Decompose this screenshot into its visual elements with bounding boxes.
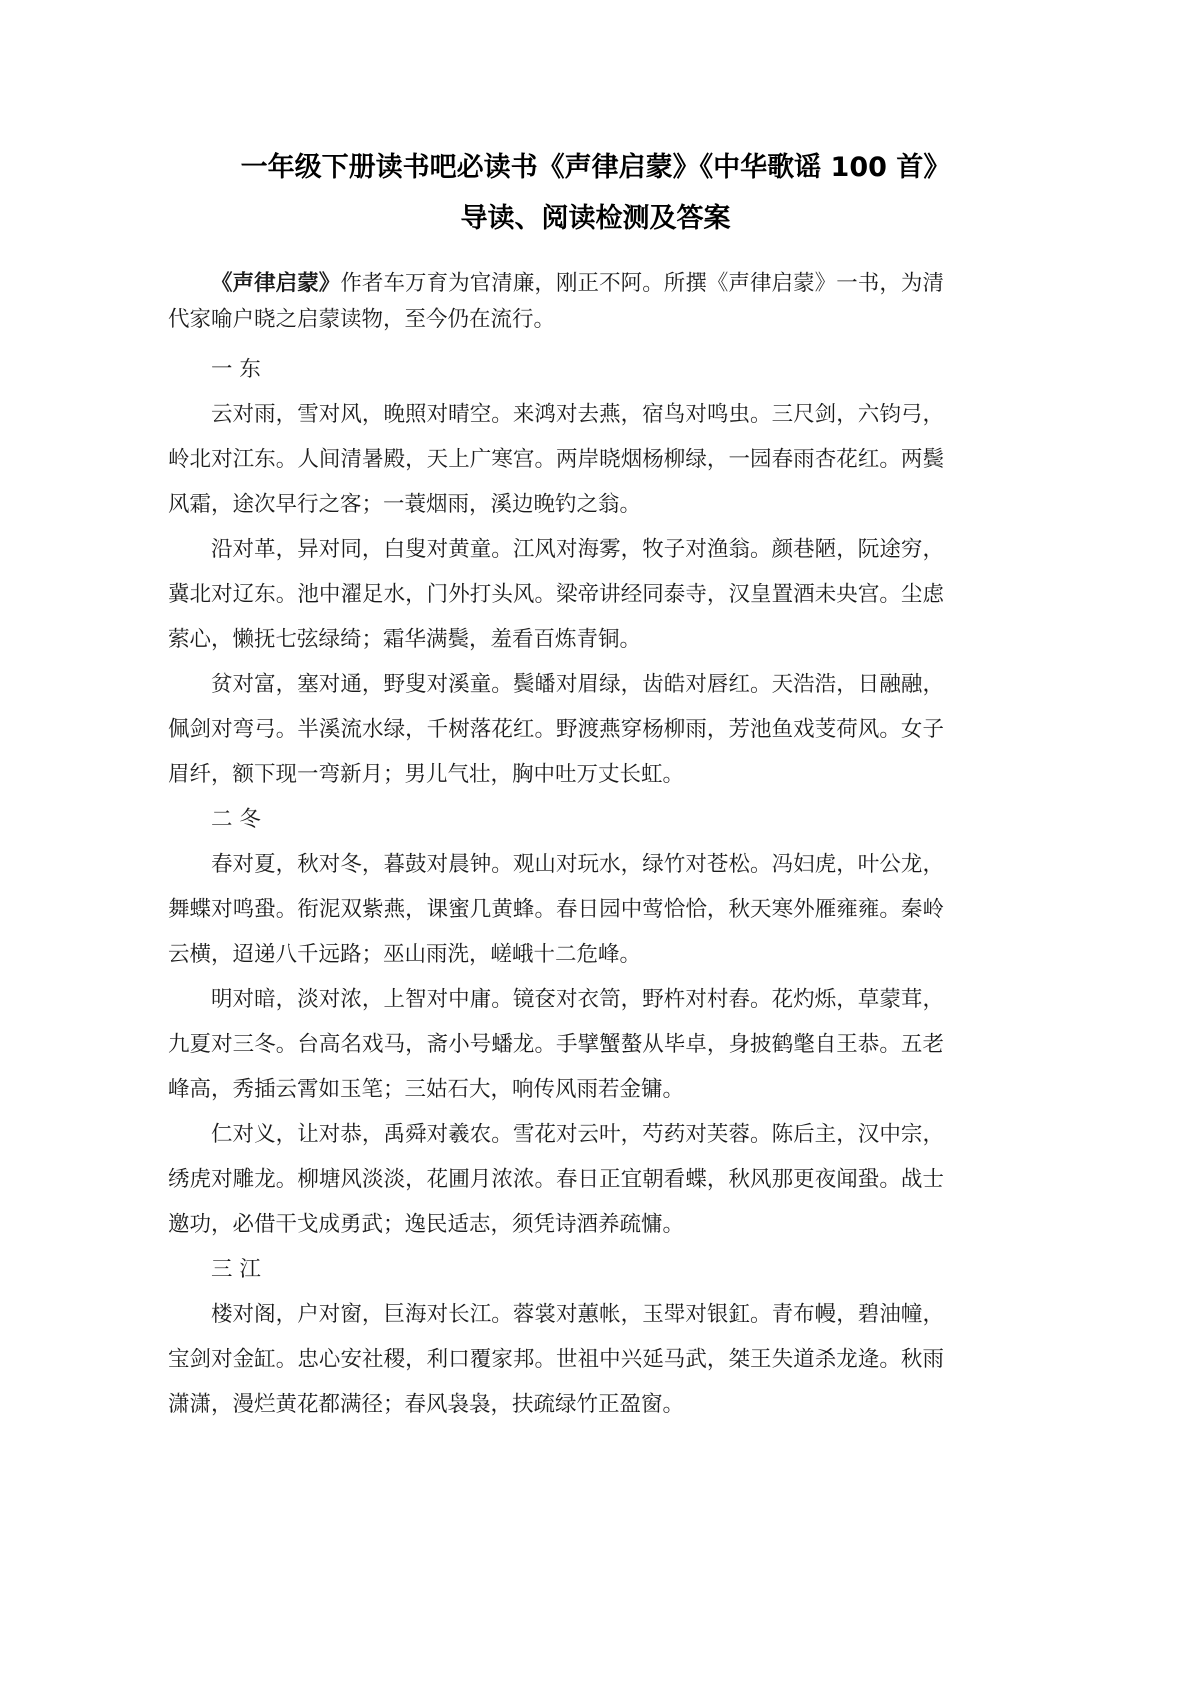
verse-paragraph: 云对雨，雪对风，晚照对晴空。来鸿对去燕，宿鸟对鸣虫。三尺剑，六钧弓，岭北对江东。人间清暑殿，天上广寒宫。两岸晓烟杨柳绿，一园春雨杏花红。两鬓风霜，途次早行之客；一蓑烟雨，溪边晚钓之翁。 [168,402,944,517]
section-1-paragraph-3 [168,662,944,797]
section-1-paragraph-1 [168,392,944,527]
verse-paragraph: 仁对义，让对恭，禹舜对羲农。雪花对云叶，芍药对芙蓉。陈后主，汉中宗，绣虎对雕龙。柳塘风淡淡，花圃月浓浓。春日正宜朝看蝶，秋风那更夜闻蛩。战士邀功，必借干戈成勇武；逸民适志，须凭诗酒养疏慵。 [168,1122,944,1237]
verse-paragraph: 春对夏，秋对冬，暮鼓对晨钟。观山对玩水，绿竹对苍松。冯妇虎，叶公龙，舞蝶对鸣蛩。衔泥双紫燕，课蜜几黄蜂。春日园中莺恰恰，秋天寒外雁雍雍。秦岭云横，迢递八千远路；巫山雨洗，嵯峨十二危峰。 [168,852,944,967]
section-heading-2 [168,797,944,842]
verse-paragraph: 贫对富，塞对通，野叟对溪童。鬓皤对眉绿，齿皓对唇红。天浩浩，日融融，佩剑对弯弓。半溪流水绿，千树落花红。野渡燕穿杨柳雨，芳池鱼戏芰荷风。女子眉纤，额下现一弯新月；男儿气壮，胸中吐万丈长虹。 [168,672,944,787]
section-heading-text: 二 冬 [211,807,261,832]
verse-paragraph: 明对暗，淡对浓，上智对中庸。镜奁对衣笥，野杵对村舂。花灼烁，草蒙茸，九夏对三冬。台高名戏马，斋小号蟠龙。手擘蟹螯从毕卓，身披鹤氅自王恭。五老峰高，秀插云霄如玉笔；三姑石大，响传风雨若金镛。 [168,987,944,1102]
intro-paragraph [168,266,944,338]
verse-paragraph: 楼对阁，户对窗，巨海对长江。蓉裳对蕙帐，玉斝对银釭。青布幔，碧油幢，宝剑对金缸。忠心安社稷，利口覆家邦。世祖中兴延马武，桀王失道杀龙逄。秋雨潇潇，漫烂黄花都满径；春风袅袅，扶疏绿竹正盈窗。 [168,1302,944,1417]
document-title-line-2: 导读、阅读检测及答案 [460,203,731,234]
section-heading-text: 三 江 [211,1257,261,1282]
intro-book-title: 《声律启蒙》 [211,271,341,296]
verse-paragraph: 沿对革，异对同，白叟对黄童。江风对海雾，牧子对渔翁。颜巷陋，阮途穷，冀北对辽东。池中濯足水，门外打头风。梁帝讲经同泰寺，汉皇置酒未央宫。尘虑萦心，懒抚七弦绿绮；霜华满鬓，羞看百炼青铜。 [168,537,944,652]
section-2-paragraph-3 [168,1112,944,1247]
section-2-paragraph-1 [168,842,944,977]
section-2-paragraph-2 [168,977,944,1112]
section-heading-text: 一 东 [211,357,261,382]
section-heading-1 [168,347,944,392]
document-title-line-1: 一年级下册读书吧必读书《声律启蒙》《中华歌谣 100 首》 [240,152,951,183]
section-heading-3 [168,1247,944,1292]
section-3-paragraph-1 [168,1292,944,1427]
section-1-paragraph-2 [168,527,944,662]
intro-text: 作者车万育为官清廉，刚正不阿。所撰《声律启蒙》一书，为清代家喻户晓之启蒙读物，至今仍在流行。 [168,271,944,332]
